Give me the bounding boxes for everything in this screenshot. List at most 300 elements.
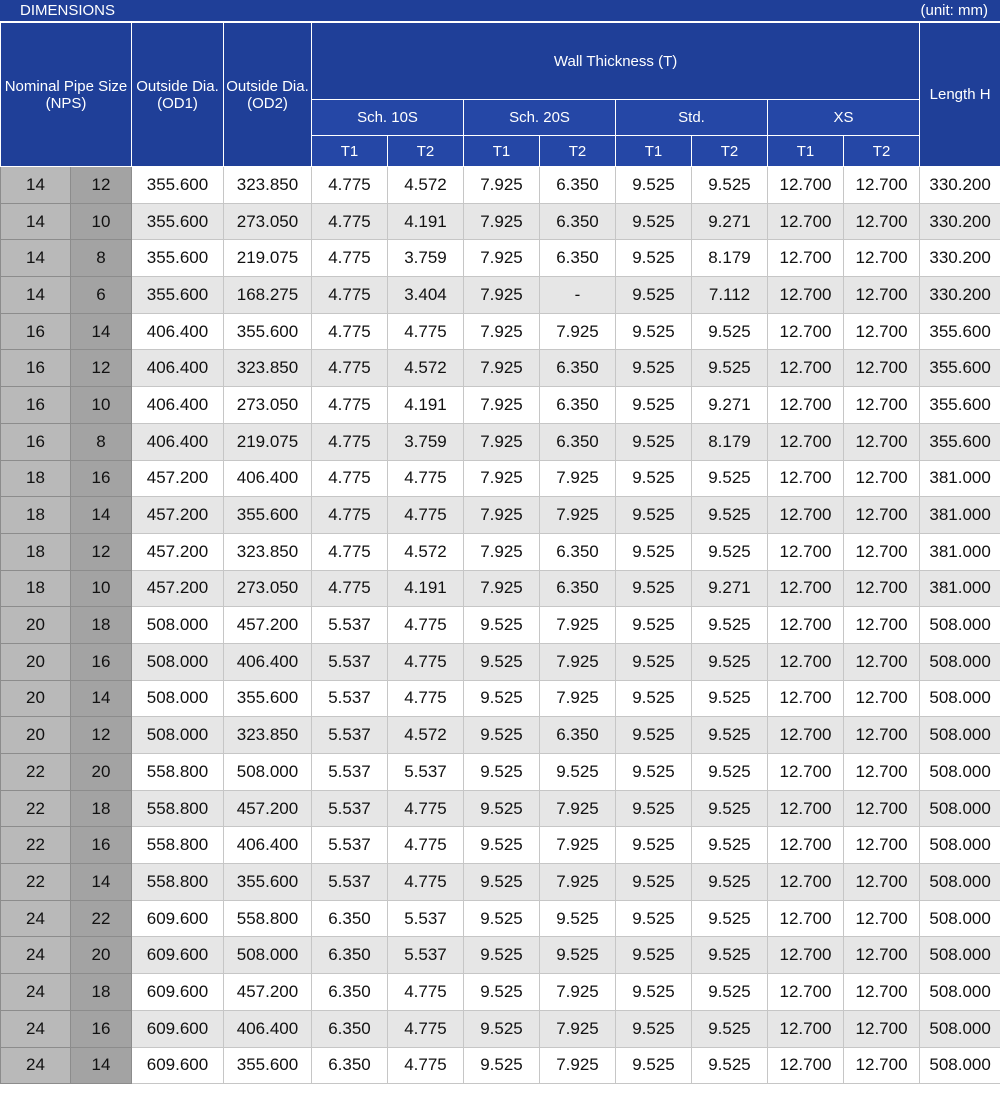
cell-xs-t2: 12.700 <box>844 900 920 937</box>
cell-sch20s-t2: 7.925 <box>540 1047 616 1084</box>
cell-sch20s-t1: 7.925 <box>464 533 540 570</box>
cell-length-h: 381.000 <box>920 497 1000 534</box>
cell-sch10s-t1: 4.775 <box>312 497 388 534</box>
cell-sch10s-t1: 5.537 <box>312 790 388 827</box>
header-od1: Outside Dia. (OD1) <box>132 23 224 167</box>
cell-sch20s-t2: 6.350 <box>540 203 616 240</box>
cell-nps-branch: 18 <box>71 790 132 827</box>
cell-std-t2: 7.112 <box>692 277 768 314</box>
cell-od1: 457.200 <box>132 570 224 607</box>
cell-nps-main: 20 <box>1 607 71 644</box>
cell-sch20s-t1: 9.525 <box>464 827 540 864</box>
header-t1: T1 <box>768 136 844 167</box>
cell-xs-t1: 12.700 <box>768 1047 844 1084</box>
cell-od2: 457.200 <box>224 790 312 827</box>
title-bar <box>0 0 1000 22</box>
cell-nps-main: 22 <box>1 864 71 901</box>
cell-nps-main: 22 <box>1 754 71 791</box>
cell-length-h: 508.000 <box>920 827 1000 864</box>
table-row <box>1 240 1000 277</box>
cell-xs-t2: 12.700 <box>844 1047 920 1084</box>
cell-xs-t1: 12.700 <box>768 387 844 424</box>
cell-xs-t1: 12.700 <box>768 717 844 754</box>
cell-nps-main: 24 <box>1 900 71 937</box>
cell-od1: 508.000 <box>132 680 224 717</box>
cell-sch20s-t1: 7.925 <box>464 277 540 314</box>
cell-std-t2: 9.525 <box>692 497 768 534</box>
cell-sch10s-t1: 4.775 <box>312 387 388 424</box>
cell-nps-branch: 22 <box>71 900 132 937</box>
cell-sch10s-t1: 5.537 <box>312 680 388 717</box>
cell-xs-t2: 12.700 <box>844 717 920 754</box>
cell-od1: 355.600 <box>132 203 224 240</box>
cell-std-t1: 9.525 <box>616 937 692 974</box>
cell-sch20s-t1: 9.525 <box>464 717 540 754</box>
cell-sch20s-t1: 7.925 <box>464 460 540 497</box>
cell-sch20s-t1: 9.525 <box>464 754 540 791</box>
cell-std-t1: 9.525 <box>616 203 692 240</box>
cell-length-h: 355.600 <box>920 423 1000 460</box>
cell-length-h: 508.000 <box>920 937 1000 974</box>
cell-nps-main: 14 <box>1 203 71 240</box>
table-row <box>1 717 1000 754</box>
cell-od2: 273.050 <box>224 387 312 424</box>
cell-sch10s-t2: 4.572 <box>388 167 464 204</box>
cell-sch10s-t2: 4.572 <box>388 350 464 387</box>
cell-xs-t2: 12.700 <box>844 313 920 350</box>
cell-std-t1: 9.525 <box>616 790 692 827</box>
table-row <box>1 203 1000 240</box>
cell-std-t2: 9.525 <box>692 717 768 754</box>
header-t2: T2 <box>540 136 616 167</box>
cell-sch10s-t2: 4.775 <box>388 974 464 1011</box>
header-od2: Outside Dia. (OD2) <box>224 23 312 167</box>
cell-sch20s-t2: 9.525 <box>540 937 616 974</box>
cell-std-t1: 9.525 <box>616 167 692 204</box>
cell-od1: 609.600 <box>132 937 224 974</box>
cell-nps-main: 20 <box>1 680 71 717</box>
cell-xs-t1: 12.700 <box>768 533 844 570</box>
cell-length-h: 508.000 <box>920 754 1000 791</box>
cell-sch10s-t1: 5.537 <box>312 643 388 680</box>
cell-nps-main: 14 <box>1 277 71 314</box>
cell-nps-main: 18 <box>1 497 71 534</box>
cell-std-t1: 9.525 <box>616 423 692 460</box>
cell-std-t1: 9.525 <box>616 827 692 864</box>
cell-xs-t2: 12.700 <box>844 387 920 424</box>
cell-nps-branch: 8 <box>71 423 132 460</box>
cell-sch10s-t2: 4.775 <box>388 790 464 827</box>
table-row <box>1 680 1000 717</box>
cell-sch10s-t1: 4.775 <box>312 167 388 204</box>
cell-xs-t1: 12.700 <box>768 350 844 387</box>
cell-nps-main: 16 <box>1 313 71 350</box>
cell-length-h: 330.200 <box>920 167 1000 204</box>
cell-xs-t2: 12.700 <box>844 570 920 607</box>
cell-sch20s-t1: 7.925 <box>464 203 540 240</box>
cell-od1: 406.400 <box>132 387 224 424</box>
table-body <box>1 167 1000 1084</box>
cell-xs-t2: 12.700 <box>844 277 920 314</box>
cell-sch20s-t2: 6.350 <box>540 240 616 277</box>
cell-od1: 355.600 <box>132 277 224 314</box>
cell-nps-main: 16 <box>1 387 71 424</box>
cell-std-t2: 9.525 <box>692 1047 768 1084</box>
cell-length-h: 381.000 <box>920 570 1000 607</box>
cell-nps-main: 18 <box>1 460 71 497</box>
cell-nps-branch: 6 <box>71 277 132 314</box>
cell-od2: 355.600 <box>224 1047 312 1084</box>
cell-std-t2: 9.525 <box>692 313 768 350</box>
cell-std-t1: 9.525 <box>616 1010 692 1047</box>
cell-sch20s-t2: 6.350 <box>540 167 616 204</box>
cell-od1: 508.000 <box>132 717 224 754</box>
cell-sch10s-t1: 5.537 <box>312 607 388 644</box>
cell-sch20s-t1: 7.925 <box>464 240 540 277</box>
cell-length-h: 330.200 <box>920 203 1000 240</box>
cell-sch20s-t2: 6.350 <box>540 387 616 424</box>
cell-length-h: 508.000 <box>920 717 1000 754</box>
cell-xs-t1: 12.700 <box>768 167 844 204</box>
cell-sch20s-t2: 6.350 <box>540 350 616 387</box>
cell-od2: 558.800 <box>224 900 312 937</box>
cell-sch20s-t1: 9.525 <box>464 790 540 827</box>
header-t2: T2 <box>388 136 464 167</box>
cell-od2: 273.050 <box>224 203 312 240</box>
cell-nps-main: 22 <box>1 790 71 827</box>
cell-std-t2: 9.525 <box>692 790 768 827</box>
header-xs: XS <box>768 100 920 136</box>
cell-std-t1: 9.525 <box>616 497 692 534</box>
cell-std-t2: 9.525 <box>692 460 768 497</box>
cell-xs-t1: 12.700 <box>768 497 844 534</box>
cell-sch10s-t2: 5.537 <box>388 754 464 791</box>
header-t1: T1 <box>616 136 692 167</box>
cell-xs-t1: 12.700 <box>768 827 844 864</box>
cell-std-t1: 9.525 <box>616 460 692 497</box>
cell-sch20s-t1: 7.925 <box>464 423 540 460</box>
cell-sch10s-t2: 4.775 <box>388 460 464 497</box>
cell-od2: 508.000 <box>224 937 312 974</box>
cell-xs-t2: 12.700 <box>844 974 920 1011</box>
table-row <box>1 864 1000 901</box>
cell-nps-branch: 16 <box>71 460 132 497</box>
table-row <box>1 533 1000 570</box>
cell-length-h: 508.000 <box>920 974 1000 1011</box>
cell-sch10s-t1: 4.775 <box>312 240 388 277</box>
cell-length-h: 330.200 <box>920 240 1000 277</box>
cell-nps-branch: 20 <box>71 937 132 974</box>
cell-sch10s-t1: 4.775 <box>312 313 388 350</box>
cell-nps-main: 22 <box>1 827 71 864</box>
cell-std-t2: 9.525 <box>692 900 768 937</box>
unit-label: (unit: mm) <box>920 2 988 19</box>
cell-nps-branch: 16 <box>71 1010 132 1047</box>
cell-std-t1: 9.525 <box>616 717 692 754</box>
cell-sch10s-t1: 6.350 <box>312 1010 388 1047</box>
cell-std-t2: 8.179 <box>692 240 768 277</box>
cell-sch20s-t2: 7.925 <box>540 790 616 827</box>
cell-nps-branch: 10 <box>71 387 132 424</box>
cell-std-t2: 9.525 <box>692 937 768 974</box>
cell-xs-t1: 12.700 <box>768 790 844 827</box>
table-row <box>1 387 1000 424</box>
cell-od1: 457.200 <box>132 497 224 534</box>
cell-xs-t2: 12.700 <box>844 423 920 460</box>
cell-std-t2: 9.271 <box>692 387 768 424</box>
cell-od1: 355.600 <box>132 167 224 204</box>
cell-std-t2: 9.271 <box>692 570 768 607</box>
cell-std-t1: 9.525 <box>616 240 692 277</box>
cell-sch20s-t2: 7.925 <box>540 460 616 497</box>
cell-sch20s-t1: 9.525 <box>464 864 540 901</box>
cell-nps-main: 16 <box>1 350 71 387</box>
cell-sch20s-t1: 9.525 <box>464 974 540 1011</box>
cell-std-t2: 9.525 <box>692 974 768 1011</box>
cell-od2: 508.000 <box>224 754 312 791</box>
cell-xs-t1: 12.700 <box>768 754 844 791</box>
cell-xs-t1: 12.700 <box>768 643 844 680</box>
cell-std-t1: 9.525 <box>616 974 692 1011</box>
cell-sch10s-t2: 4.775 <box>388 864 464 901</box>
cell-od2: 323.850 <box>224 350 312 387</box>
table-row <box>1 754 1000 791</box>
cell-std-t2: 9.525 <box>692 533 768 570</box>
cell-sch10s-t2: 4.775 <box>388 497 464 534</box>
cell-xs-t2: 12.700 <box>844 1010 920 1047</box>
cell-sch20s-t1: 7.925 <box>464 313 540 350</box>
cell-sch10s-t2: 4.191 <box>388 203 464 240</box>
cell-nps-main: 14 <box>1 167 71 204</box>
cell-std-t1: 9.525 <box>616 570 692 607</box>
cell-xs-t1: 12.700 <box>768 240 844 277</box>
cell-xs-t2: 12.700 <box>844 240 920 277</box>
cell-nps-branch: 14 <box>71 313 132 350</box>
cell-nps-branch: 20 <box>71 754 132 791</box>
table-row <box>1 937 1000 974</box>
cell-length-h: 381.000 <box>920 460 1000 497</box>
cell-sch10s-t1: 4.775 <box>312 277 388 314</box>
cell-sch20s-t2: 7.925 <box>540 607 616 644</box>
cell-nps-branch: 14 <box>71 497 132 534</box>
table-row <box>1 607 1000 644</box>
cell-sch10s-t1: 6.350 <box>312 974 388 1011</box>
cell-od1: 609.600 <box>132 974 224 1011</box>
cell-xs-t2: 12.700 <box>844 533 920 570</box>
cell-sch20s-t1: 7.925 <box>464 167 540 204</box>
cell-sch20s-t2: 6.350 <box>540 570 616 607</box>
cell-sch10s-t2: 4.572 <box>388 717 464 754</box>
cell-sch10s-t1: 4.775 <box>312 533 388 570</box>
cell-xs-t2: 12.700 <box>844 643 920 680</box>
cell-od1: 508.000 <box>132 643 224 680</box>
cell-sch20s-t2: - <box>540 277 616 314</box>
cell-od1: 508.000 <box>132 607 224 644</box>
cell-sch10s-t1: 6.350 <box>312 1047 388 1084</box>
header-sch-10s: Sch. 10S <box>312 100 464 136</box>
header-std: Std. <box>616 100 768 136</box>
cell-sch10s-t2: 4.775 <box>388 1047 464 1084</box>
cell-sch20s-t1: 9.525 <box>464 1010 540 1047</box>
cell-xs-t1: 12.700 <box>768 864 844 901</box>
cell-od1: 558.800 <box>132 827 224 864</box>
cell-sch20s-t2: 7.925 <box>540 313 616 350</box>
cell-std-t1: 9.525 <box>616 680 692 717</box>
cell-nps-branch: 12 <box>71 350 132 387</box>
cell-xs-t2: 12.700 <box>844 203 920 240</box>
cell-od1: 609.600 <box>132 900 224 937</box>
cell-std-t1: 9.525 <box>616 350 692 387</box>
cell-sch20s-t2: 9.525 <box>540 900 616 937</box>
cell-od2: 406.400 <box>224 643 312 680</box>
cell-std-t2: 9.271 <box>692 203 768 240</box>
cell-nps-branch: 10 <box>71 203 132 240</box>
cell-std-t1: 9.525 <box>616 387 692 424</box>
cell-sch10s-t2: 4.775 <box>388 680 464 717</box>
cell-od1: 609.600 <box>132 1047 224 1084</box>
cell-sch20s-t1: 7.925 <box>464 350 540 387</box>
cell-xs-t1: 12.700 <box>768 313 844 350</box>
cell-xs-t2: 12.700 <box>844 864 920 901</box>
cell-nps-main: 20 <box>1 717 71 754</box>
cell-sch10s-t1: 6.350 <box>312 937 388 974</box>
cell-std-t2: 9.525 <box>692 754 768 791</box>
table-row <box>1 790 1000 827</box>
cell-sch20s-t2: 7.925 <box>540 864 616 901</box>
cell-od2: 219.075 <box>224 240 312 277</box>
cell-std-t1: 9.525 <box>616 1047 692 1084</box>
cell-xs-t1: 12.700 <box>768 1010 844 1047</box>
cell-od2: 406.400 <box>224 827 312 864</box>
cell-std-t1: 9.525 <box>616 533 692 570</box>
cell-od1: 406.400 <box>132 313 224 350</box>
cell-od2: 406.400 <box>224 1010 312 1047</box>
cell-std-t1: 9.525 <box>616 900 692 937</box>
cell-xs-t2: 12.700 <box>844 350 920 387</box>
cell-sch10s-t2: 5.537 <box>388 900 464 937</box>
header-wall-thickness: Wall Thickness (T) <box>312 23 920 100</box>
cell-nps-branch: 18 <box>71 607 132 644</box>
cell-nps-main: 24 <box>1 1047 71 1084</box>
header-sch-20s: Sch. 20S <box>464 100 616 136</box>
cell-sch20s-t2: 6.350 <box>540 533 616 570</box>
cell-sch20s-t1: 7.925 <box>464 570 540 607</box>
table-header <box>1 23 1000 167</box>
cell-length-h: 508.000 <box>920 680 1000 717</box>
cell-xs-t2: 12.700 <box>844 790 920 827</box>
table-row <box>1 423 1000 460</box>
cell-std-t2: 9.525 <box>692 1010 768 1047</box>
cell-sch10s-t2: 4.191 <box>388 387 464 424</box>
cell-length-h: 381.000 <box>920 533 1000 570</box>
cell-xs-t2: 12.700 <box>844 827 920 864</box>
cell-std-t1: 9.525 <box>616 754 692 791</box>
table-row <box>1 167 1000 204</box>
cell-sch20s-t2: 6.350 <box>540 423 616 460</box>
cell-xs-t1: 12.700 <box>768 460 844 497</box>
cell-sch10s-t2: 4.191 <box>388 570 464 607</box>
cell-xs-t1: 12.700 <box>768 900 844 937</box>
cell-nps-main: 16 <box>1 423 71 460</box>
cell-sch10s-t1: 5.537 <box>312 754 388 791</box>
cell-sch20s-t2: 7.925 <box>540 643 616 680</box>
dimensions-table <box>0 22 1000 1084</box>
cell-sch20s-t2: 7.925 <box>540 680 616 717</box>
cell-std-t2: 9.525 <box>692 607 768 644</box>
cell-xs-t1: 12.700 <box>768 680 844 717</box>
cell-nps-branch: 12 <box>71 167 132 204</box>
table-row <box>1 974 1000 1011</box>
cell-xs-t1: 12.700 <box>768 423 844 460</box>
table-row <box>1 570 1000 607</box>
cell-length-h: 355.600 <box>920 313 1000 350</box>
cell-length-h: 508.000 <box>920 1047 1000 1084</box>
cell-xs-t2: 12.700 <box>844 680 920 717</box>
cell-sch10s-t1: 6.350 <box>312 900 388 937</box>
cell-xs-t1: 12.700 <box>768 974 844 1011</box>
cell-length-h: 355.600 <box>920 387 1000 424</box>
cell-nps-branch: 12 <box>71 717 132 754</box>
cell-sch20s-t1: 9.525 <box>464 680 540 717</box>
cell-od1: 457.200 <box>132 533 224 570</box>
cell-sch10s-t1: 5.537 <box>312 717 388 754</box>
cell-nps-main: 18 <box>1 570 71 607</box>
cell-od2: 355.600 <box>224 864 312 901</box>
cell-nps-branch: 16 <box>71 827 132 864</box>
cell-std-t2: 9.525 <box>692 350 768 387</box>
cell-sch20s-t2: 7.925 <box>540 497 616 534</box>
cell-xs-t2: 12.700 <box>844 607 920 644</box>
cell-nps-branch: 12 <box>71 533 132 570</box>
header-t1: T1 <box>312 136 388 167</box>
cell-sch20s-t1: 7.925 <box>464 387 540 424</box>
cell-sch10s-t1: 4.775 <box>312 203 388 240</box>
cell-od2: 355.600 <box>224 497 312 534</box>
cell-od2: 219.075 <box>224 423 312 460</box>
cell-nps-main: 14 <box>1 240 71 277</box>
cell-od2: 323.850 <box>224 717 312 754</box>
cell-xs-t2: 12.700 <box>844 937 920 974</box>
cell-std-t2: 9.525 <box>692 167 768 204</box>
cell-od2: 168.275 <box>224 277 312 314</box>
cell-sch10s-t2: 4.775 <box>388 643 464 680</box>
cell-sch10s-t2: 3.404 <box>388 277 464 314</box>
table-row <box>1 900 1000 937</box>
cell-sch10s-t2: 5.537 <box>388 937 464 974</box>
cell-std-t1: 9.525 <box>616 643 692 680</box>
cell-sch10s-t2: 4.775 <box>388 607 464 644</box>
cell-length-h: 508.000 <box>920 790 1000 827</box>
cell-xs-t1: 12.700 <box>768 203 844 240</box>
cell-std-t1: 9.525 <box>616 864 692 901</box>
cell-sch20s-t2: 7.925 <box>540 974 616 1011</box>
table-row <box>1 1010 1000 1047</box>
table-row <box>1 827 1000 864</box>
cell-nps-branch: 8 <box>71 240 132 277</box>
table-row <box>1 1047 1000 1084</box>
cell-od2: 457.200 <box>224 607 312 644</box>
cell-sch20s-t2: 7.925 <box>540 1010 616 1047</box>
cell-length-h: 508.000 <box>920 607 1000 644</box>
cell-std-t1: 9.525 <box>616 277 692 314</box>
cell-length-h: 355.600 <box>920 350 1000 387</box>
cell-od2: 457.200 <box>224 974 312 1011</box>
cell-od2: 355.600 <box>224 313 312 350</box>
table-row <box>1 277 1000 314</box>
cell-std-t1: 9.525 <box>616 313 692 350</box>
cell-std-t2: 9.525 <box>692 643 768 680</box>
cell-od1: 457.200 <box>132 460 224 497</box>
